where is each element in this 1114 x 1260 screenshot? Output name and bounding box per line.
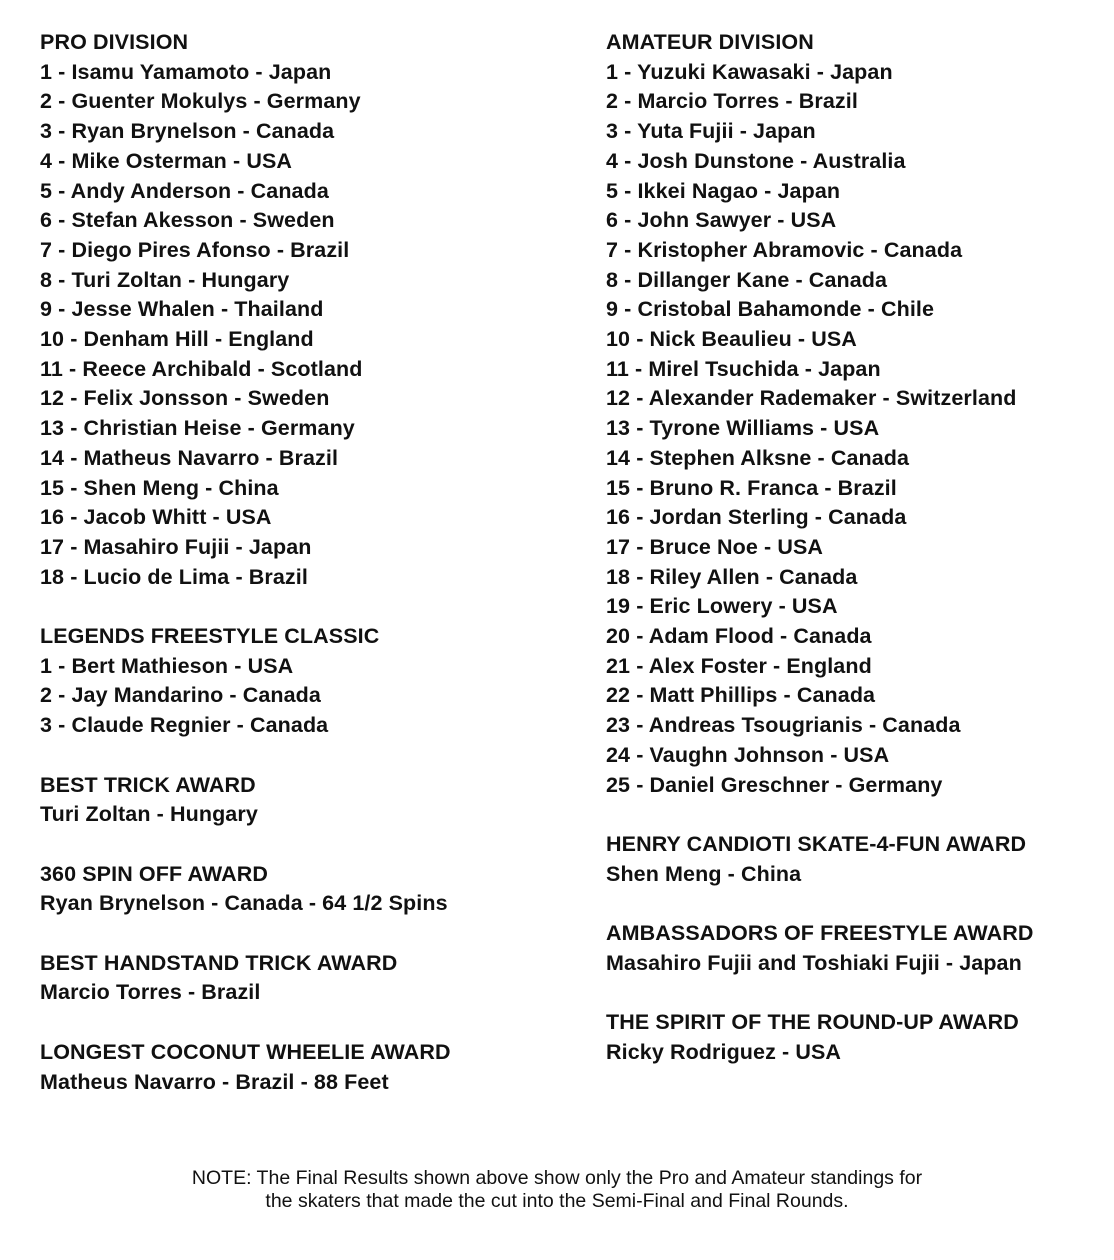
result-entry: 2 - Jay Mandarino - Canada: [40, 683, 321, 708]
result-entry: Masahiro Fujii and Toshiaki Fujii - Japan: [606, 950, 1022, 975]
section-heading: LONGEST COCONUT WHEELIE AWARD: [40, 1039, 451, 1064]
result-entry: 9 - Cristobal Bahamonde - Chile: [606, 297, 935, 322]
left-column: [40, 28, 580, 1127]
result-entry: 12 - Felix Jonsson - Sweden: [40, 386, 330, 411]
section-heading: BEST HANDSTAND TRICK AWARD: [40, 950, 398, 975]
result-entry: Ryan Brynelson - Canada - 64 1/2 Spins: [40, 891, 448, 916]
result-entry: 4 - Mike Osterman - USA: [40, 148, 293, 173]
right-column: [606, 28, 1106, 1097]
results-section: [40, 1038, 580, 1097]
result-entry: 18 - Riley Allen - Canada: [606, 564, 858, 589]
result-entry: Matheus Navarro - Brazil - 88 Feet: [40, 1069, 389, 1094]
result-entry: 1 - Yuzuki Kawasaki - Japan: [606, 59, 893, 84]
footnote-line-2: the skaters that made the cut into the Semi-Final and Final Rounds.: [265, 1190, 849, 1212]
results-section: [40, 860, 580, 919]
results-section: [606, 1008, 1106, 1067]
result-entry: 8 - Dillanger Kane - Canada: [606, 267, 888, 292]
results-section: [606, 28, 1106, 800]
result-entry: 11 - Reece Archibald - Scotland: [40, 356, 363, 381]
result-entry: 1 - Isamu Yamamoto - Japan: [40, 59, 332, 84]
result-entry: 6 - John Sawyer - USA: [606, 208, 837, 233]
result-entry: 17 - Bruce Noe - USA: [606, 534, 824, 559]
result-entry: 23 - Andreas Tsougrianis - Canada: [606, 713, 961, 738]
result-entry: Ricky Rodriguez - USA: [606, 1039, 842, 1064]
footnote-line-1: NOTE: The Final Results shown above show only the Pro and Amateur standings for: [191, 1167, 923, 1189]
section-heading: 360 SPIN OFF AWARD: [40, 861, 268, 886]
result-entry: 17 - Masahiro Fujii - Japan: [40, 534, 312, 559]
result-entry: 4 - Josh Dunstone - Australia: [606, 148, 906, 173]
result-entry: 2 - Guenter Mokulys - Germany: [40, 89, 361, 114]
section-heading: LEGENDS FREESTYLE CLASSIC: [40, 624, 380, 649]
result-entry: 10 - Nick Beaulieu - USA: [606, 327, 857, 352]
result-entry: 3 - Ryan Brynelson - Canada: [40, 119, 335, 144]
result-entry: 11 - Mirel Tsuchida - Japan: [606, 356, 881, 381]
results-section: [40, 622, 580, 741]
section-heading: AMBASSADORS OF FREESTYLE AWARD: [606, 921, 1034, 946]
result-entry: 12 - Alexander Rademaker - Switzerland: [606, 386, 1017, 411]
section-heading: HENRY CANDIOTI SKATE-4-FUN AWARD: [606, 831, 1027, 856]
section-heading: AMATEUR DIVISION: [606, 30, 814, 54]
results-section: [40, 28, 580, 592]
result-entry: 14 - Stephen Alksne - Canada: [606, 445, 910, 470]
result-entry: 18 - Lucio de Lima - Brazil: [40, 564, 308, 589]
result-entry: 7 - Kristopher Abramovic - Canada: [606, 237, 963, 262]
result-entry: 16 - Jacob Whitt - USA: [40, 505, 272, 530]
result-entry: 6 - Stefan Akesson - Sweden: [40, 208, 335, 233]
results-section: [40, 771, 580, 830]
footnote: [0, 1167, 1114, 1213]
result-entry: 16 - Jordan Sterling - Canada: [606, 505, 907, 530]
results-section: [40, 949, 580, 1008]
result-entry: 9 - Jesse Whalen - Thailand: [40, 297, 324, 322]
result-entry: 25 - Daniel Greschner - Germany: [606, 772, 943, 797]
result-entry: 10 - Denham Hill - England: [40, 327, 314, 352]
result-entry: 15 - Bruno R. Franca - Brazil: [606, 475, 897, 500]
result-entry: 8 - Turi Zoltan - Hungary: [40, 267, 290, 292]
results-section: [606, 830, 1106, 889]
result-entry: 14 - Matheus Navarro - Brazil: [40, 445, 339, 470]
result-entry: 24 - Vaughn Johnson - USA: [606, 742, 890, 767]
section-heading: BEST TRICK AWARD: [40, 772, 256, 797]
result-entry: Shen Meng - China: [606, 861, 802, 886]
results-section: [606, 919, 1106, 978]
result-entry: 3 - Claude Regnier - Canada: [40, 713, 329, 738]
result-entry: Turi Zoltan - Hungary: [40, 802, 258, 827]
result-entry: 7 - Diego Pires Afonso - Brazil: [40, 237, 350, 262]
result-entry: 20 - Adam Flood - Canada: [606, 624, 872, 649]
result-entry: 13 - Christian Heise - Germany: [40, 416, 355, 441]
result-entry: 21 - Alex Foster - England: [606, 653, 872, 678]
section-heading: PRO DIVISION: [40, 30, 189, 54]
result-entry: 1 - Bert Mathieson - USA: [40, 653, 294, 678]
result-entry: Marcio Torres - Brazil: [40, 980, 261, 1005]
result-entry: 5 - Ikkei Nagao - Japan: [606, 178, 841, 203]
result-entry: 3 - Yuta Fujii - Japan: [606, 119, 816, 144]
result-entry: 15 - Shen Meng - China: [40, 475, 279, 500]
section-heading: THE SPIRIT OF THE ROUND-UP AWARD: [606, 1010, 1019, 1035]
result-entry: 22 - Matt Phillips - Canada: [606, 683, 876, 708]
result-entry: 19 - Eric Lowery - USA: [606, 594, 838, 619]
result-entry: 2 - Marcio Torres - Brazil: [606, 89, 858, 114]
result-entry: 5 - Andy Anderson - Canada: [40, 178, 329, 203]
result-entry: 13 - Tyrone Williams - USA: [606, 416, 880, 441]
